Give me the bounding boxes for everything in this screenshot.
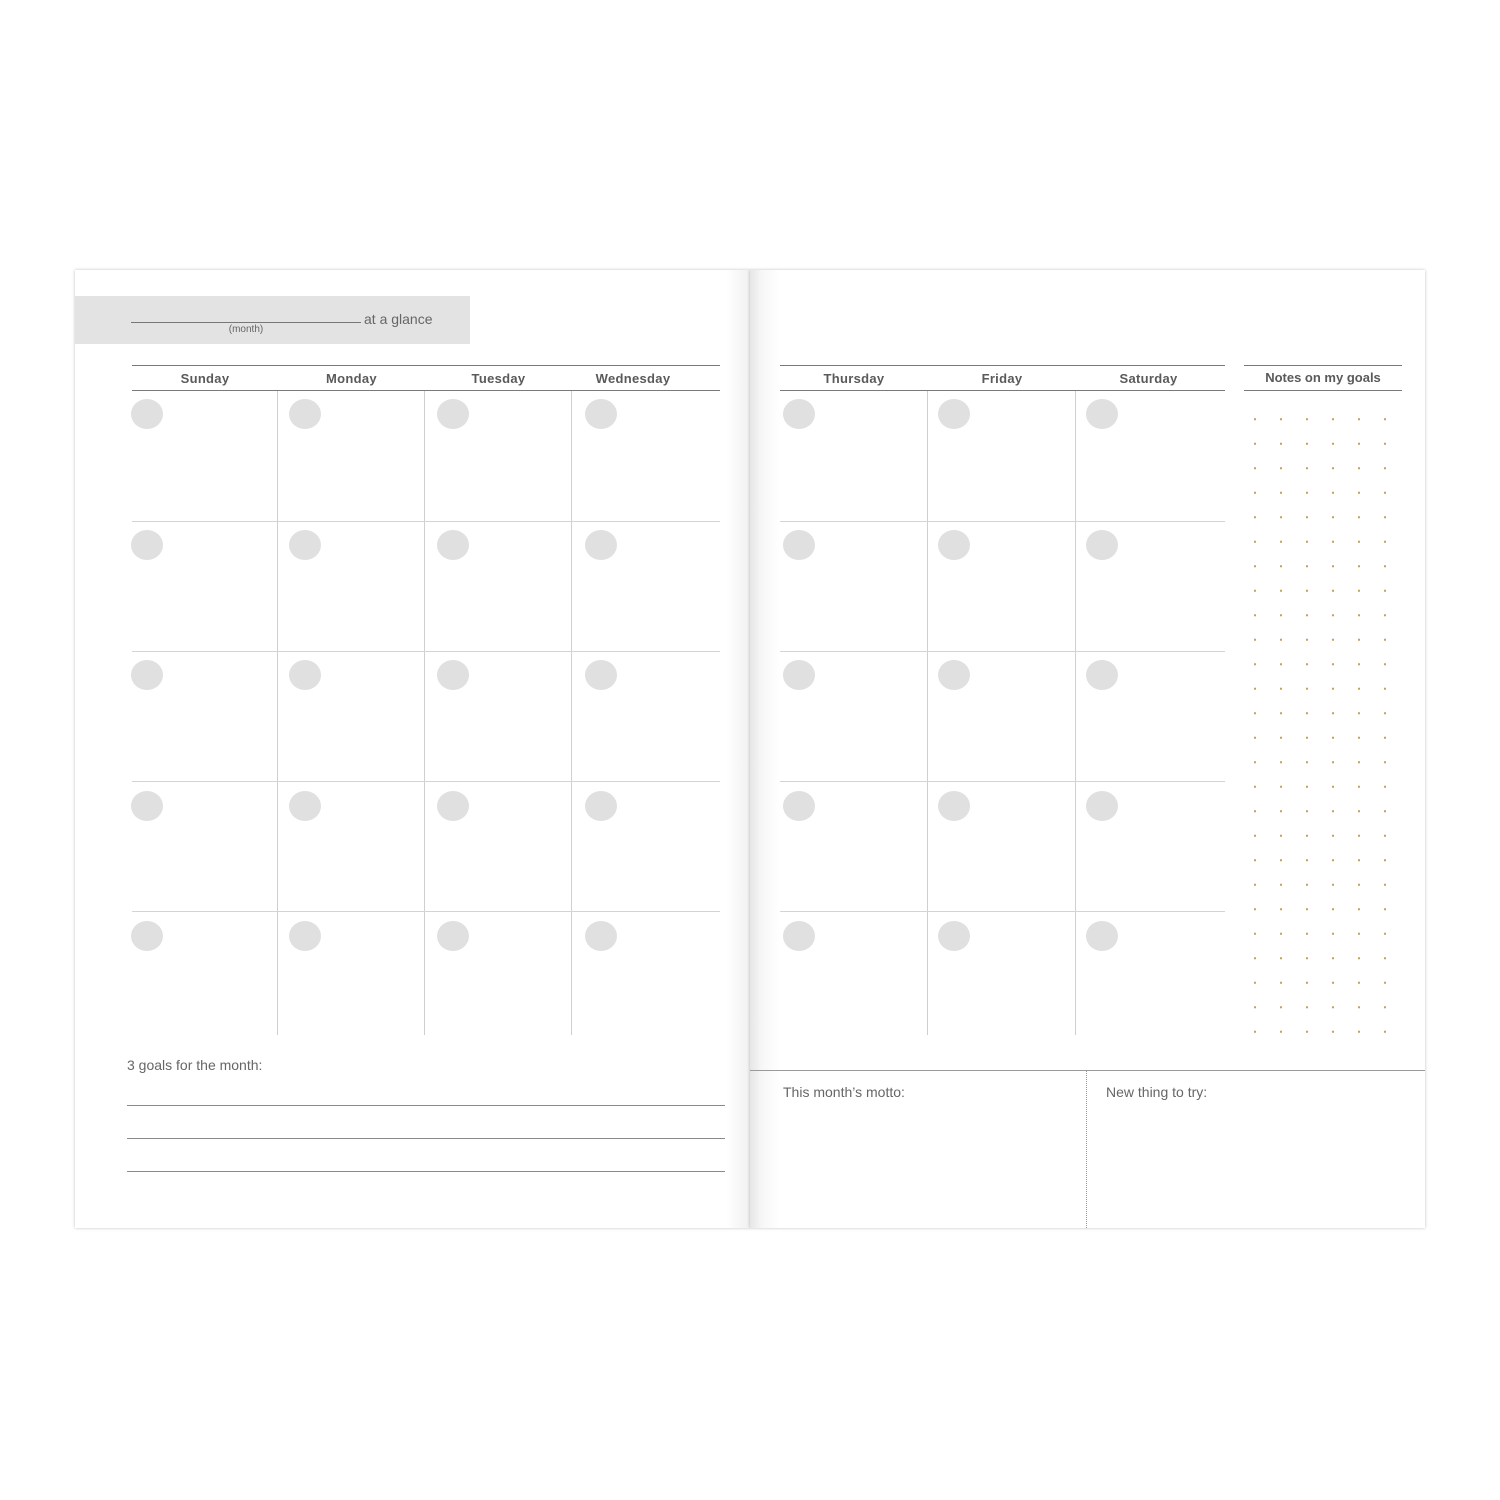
row-divider xyxy=(132,911,720,912)
row-divider xyxy=(780,651,1225,652)
date-circle[interactable] xyxy=(585,921,617,951)
date-circle[interactable] xyxy=(938,921,970,951)
date-circle[interactable] xyxy=(585,399,617,429)
date-circle[interactable] xyxy=(1086,660,1118,690)
header-top-rule xyxy=(132,365,720,366)
row-divider xyxy=(132,651,720,652)
dot-grid-notes-area[interactable] xyxy=(1242,407,1410,1055)
goal-line-3[interactable] xyxy=(127,1171,725,1172)
notes-top-rule xyxy=(1244,365,1402,366)
day-header-saturday: Saturday xyxy=(1119,371,1178,386)
bottom-section-divider xyxy=(750,1070,1425,1071)
day-header-thursday: Thursday xyxy=(823,371,885,386)
day-header-tuesday: Tuesday xyxy=(471,371,526,386)
date-circle[interactable] xyxy=(131,530,163,560)
goal-line-1[interactable] xyxy=(127,1105,725,1106)
goal-line-2[interactable] xyxy=(127,1138,725,1139)
date-circle[interactable] xyxy=(289,530,321,560)
header-bottom-rule xyxy=(780,390,1225,391)
bottom-section-vertical-divider xyxy=(1086,1070,1087,1228)
date-circle[interactable] xyxy=(131,791,163,821)
date-circle[interactable] xyxy=(1086,530,1118,560)
right-page xyxy=(750,270,1425,1228)
column-divider xyxy=(277,391,278,1035)
row-divider xyxy=(132,781,720,782)
day-header-wednesday: Wednesday xyxy=(595,371,671,386)
date-circle[interactable] xyxy=(437,791,469,821)
notes-title: Notes on my goals xyxy=(1265,370,1381,385)
motto-label: This month’s motto: xyxy=(783,1084,905,1100)
date-circle[interactable] xyxy=(585,791,617,821)
column-divider xyxy=(571,391,572,1035)
date-circle[interactable] xyxy=(938,530,970,560)
date-circle[interactable] xyxy=(585,530,617,560)
day-header-sunday: Sunday xyxy=(180,371,230,386)
new-thing-label: New thing to try: xyxy=(1106,1084,1208,1100)
date-circle[interactable] xyxy=(783,921,815,951)
date-circle[interactable] xyxy=(783,660,815,690)
date-circle[interactable] xyxy=(938,660,970,690)
row-divider xyxy=(780,781,1225,782)
date-circle[interactable] xyxy=(585,660,617,690)
date-circle[interactable] xyxy=(437,530,469,560)
header-top-rule xyxy=(780,365,1225,366)
date-circle[interactable] xyxy=(437,660,469,690)
notes-bottom-rule xyxy=(1244,390,1402,391)
column-divider xyxy=(927,391,928,1035)
date-circle[interactable] xyxy=(437,399,469,429)
month-write-line[interactable] xyxy=(131,322,361,323)
date-circle[interactable] xyxy=(289,921,321,951)
date-circle[interactable] xyxy=(783,399,815,429)
date-circle[interactable] xyxy=(437,921,469,951)
date-circle[interactable] xyxy=(783,530,815,560)
date-circle[interactable] xyxy=(938,399,970,429)
day-header-friday: Friday xyxy=(981,371,1023,386)
header-bottom-rule xyxy=(132,390,720,391)
date-circle[interactable] xyxy=(131,399,163,429)
month-header-box xyxy=(75,296,470,344)
date-circle[interactable] xyxy=(289,399,321,429)
row-divider xyxy=(132,521,720,522)
row-divider xyxy=(780,521,1225,522)
at-a-glance-label: at a glance xyxy=(364,311,433,327)
date-circle[interactable] xyxy=(1086,791,1118,821)
left-page xyxy=(75,270,750,1228)
date-circle[interactable] xyxy=(289,660,321,690)
goals-label: 3 goals for the month: xyxy=(127,1057,263,1073)
date-circle[interactable] xyxy=(1086,921,1118,951)
date-circle[interactable] xyxy=(131,660,163,690)
day-header-monday: Monday xyxy=(326,371,377,386)
date-circle[interactable] xyxy=(289,791,321,821)
column-divider xyxy=(424,391,425,1035)
row-divider xyxy=(780,911,1225,912)
date-circle[interactable] xyxy=(783,791,815,821)
date-circle[interactable] xyxy=(131,921,163,951)
column-divider xyxy=(1075,391,1076,1035)
month-caption: (month) xyxy=(228,324,264,335)
date-circle[interactable] xyxy=(1086,399,1118,429)
date-circle[interactable] xyxy=(938,791,970,821)
